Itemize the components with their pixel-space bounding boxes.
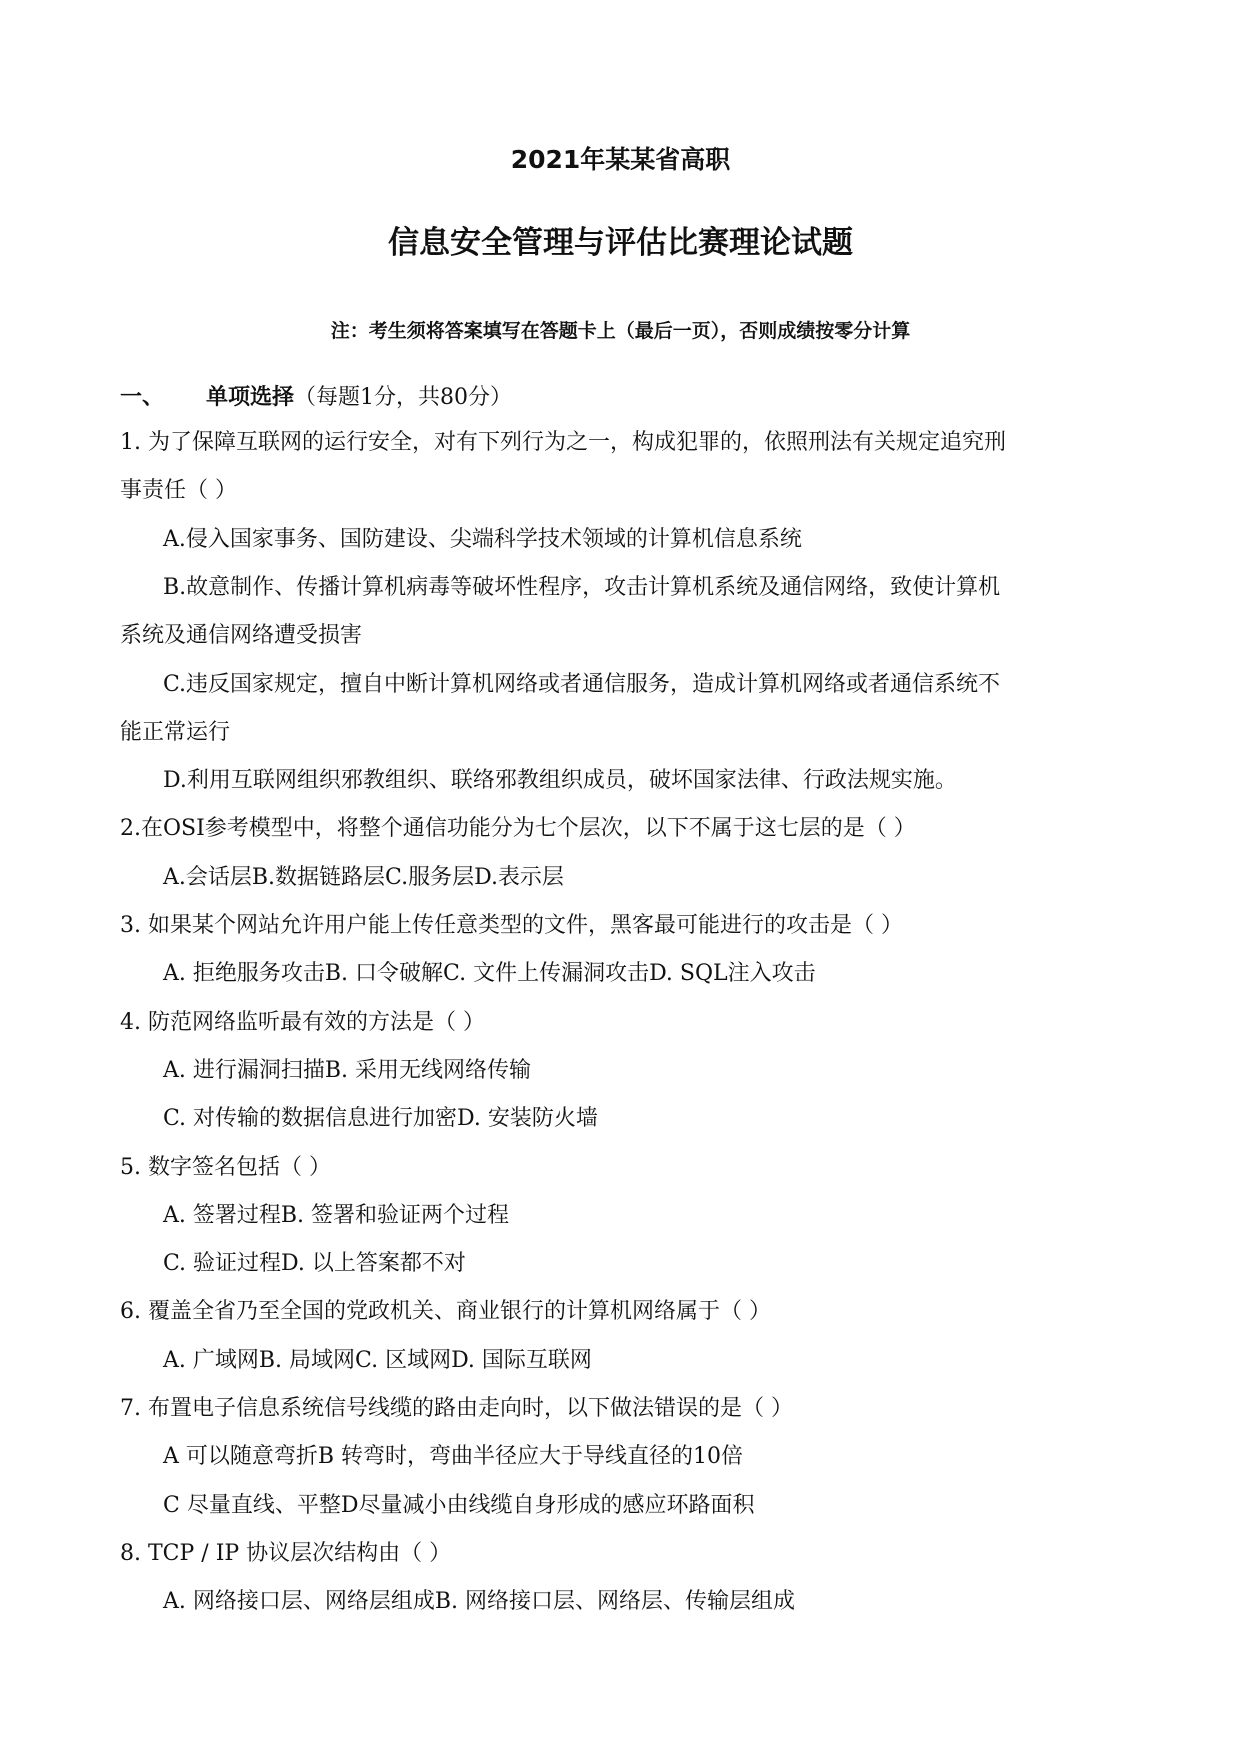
question-text: 事责任（ ） <box>120 478 237 503</box>
answer-option: D.利用互联网组织邪教组织、联络邪教组织成员，破坏国家法律、行政法规实施。 <box>163 768 957 793</box>
section-score: （每题1分，共80分） <box>294 385 513 410</box>
answer-option: C.违反国家规定，擅自中断计算机网络或者通信服务，造成计算机网络或者通信系统不 <box>163 672 1001 697</box>
exam-title: 信息安全管理与评估比赛理论试题 <box>388 225 853 261</box>
section-name: 单项选择 <box>206 384 295 410</box>
question-text: 能正常运行 <box>120 720 231 745</box>
answer-option: C 尽量直线、平整D尽量减小由线缆自身形成的感应环路面积 <box>163 1493 755 1518</box>
question-text: 5. 数字签名包括（ ） <box>120 1155 331 1180</box>
question-text: 1. 为了保障互联网的运行安全，对有下列行为之一，构成犯罪的，依照刑法有关规定追究刑 <box>120 430 1006 455</box>
answer-option: A 可以随意弯折B 转弯时，弯曲半径应大于导线直径的10倍 <box>163 1444 744 1469</box>
question-text: 4. 防范网络监听最有效的方法是（ ） <box>120 1010 485 1035</box>
answer-option: A. 广域网B. 局域网C. 区域网D. 国际互联网 <box>163 1348 592 1373</box>
question-text: 8. TCP / IP 协议层次结构由（ ） <box>120 1541 452 1566</box>
answer-option: C. 验证过程D. 以上答案都不对 <box>163 1251 466 1276</box>
answer-option: A. 签署过程B. 签署和验证两个过程 <box>163 1203 510 1228</box>
answer-option: C. 对传输的数据信息进行加密D. 安装防火墙 <box>163 1106 598 1131</box>
question-text: 系统及通信网络遭受损害 <box>120 623 363 648</box>
answer-option: A. 网络接口层、网络层组成B. 网络接口层、网络层、传输层组成 <box>163 1589 796 1614</box>
question-text: 2.在OSI参考模型中，将整个通信功能分为七个层次，以下不属于这七层的是（ ） <box>120 816 916 841</box>
answer-option: A. 进行漏洞扫描B. 采用无线网络传输 <box>163 1058 532 1083</box>
answer-option: A. 拒绝服务攻击B. 口令破解C. 文件上传漏洞攻击D. SQL注入攻击 <box>163 961 816 986</box>
answer-option: B.故意制作、传播计算机病毒等破坏性程序，攻击计算机系统及通信网络，致使计算机 <box>163 575 1001 600</box>
section-heading <box>120 380 512 411</box>
exam-note: 注：考生须将答案填写在答题卡上（最后一页），否则成绩按零分计算 <box>330 320 911 342</box>
answer-option: A.会话层B.数据链路层C.服务层D.表示层 <box>163 865 564 890</box>
question-text: 6. 覆盖全省乃至全国的党政机关、商业银行的计算机网络属于（ ） <box>120 1299 771 1324</box>
question-text: 7. 布置电子信息系统信号线缆的路由走向时，以下做法错误的是（ ） <box>120 1396 793 1421</box>
question-text: 3. 如果某个网站允许用户能上传任意类型的文件，黑客最可能进行的攻击是（ ） <box>120 913 903 938</box>
exam-title-year: 2021年某某省高职 <box>510 145 731 174</box>
answer-option: A.侵入国家事务、国防建设、尖端科学技术领域的计算机信息系统 <box>163 527 802 552</box>
section-number: 一、 <box>120 384 165 410</box>
